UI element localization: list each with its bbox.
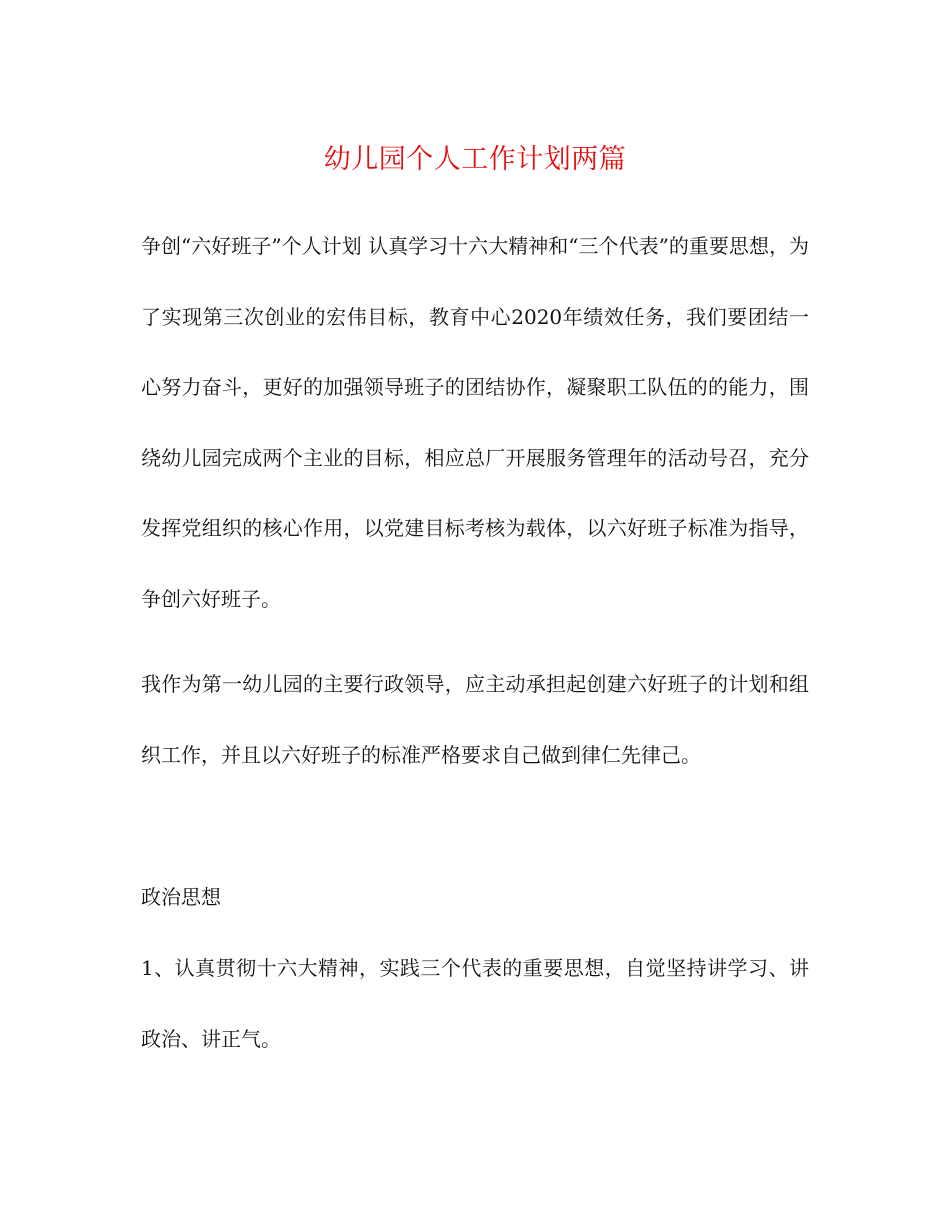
paragraph-3: 1、认真贯彻十六大精神，实践三个代表的重要思想，自觉坚持讲学习、讲政治、讲正气。 (141, 956, 809, 1051)
paragraph-1: 争创“六好班子”个人计划 认真学习十六大精神和“三个代表”的重要思想，为了实现第三次创业的宏伟目标，教育中心2020年绩效任务，我们要团结一心努力奋斗，更好的加强领导班子的团结协作，凝聚职工队伍的的能力，围绕幼儿园完成两个主业的目标，相应总厂开展服务管理年的活动号召，充分发挥党组织的核心作用，以党建目标考核为载体，以六好班子标准为指导，争创六好班子。 (141, 234, 809, 611)
document-title: 幼儿园个人工作计划两篇 (323, 144, 627, 175)
section-heading-politics: 政治思想 (141, 885, 221, 909)
paragraph-2: 我作为第一幼儿园的主要行政领导，应主动承担起创建六好班子的计划和组织工作，并且以六好班子的标准严格要求自己做到律仁先律己。 (141, 672, 809, 767)
